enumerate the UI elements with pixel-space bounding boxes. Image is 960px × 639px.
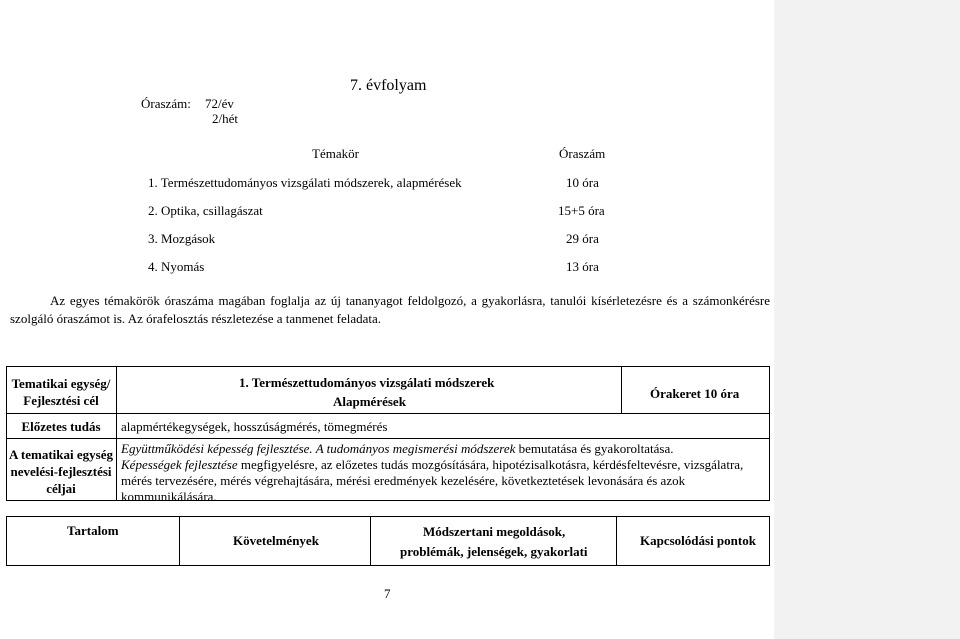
unit-hours: Órakeret 10 óra — [650, 386, 740, 401]
col-connections: Kapcsolódási pontok — [640, 533, 756, 548]
page-number: 7 — [384, 586, 391, 601]
hours-per-week: 2/hét — [212, 111, 238, 126]
col-content: Tartalom — [67, 523, 119, 538]
topics-header-hours: Óraszám — [559, 146, 606, 161]
topic-row-name: 4. Nyomás — [148, 259, 205, 274]
goals-text — [121, 441, 761, 505]
hours-label: Óraszám: — [141, 96, 191, 111]
topics-header-topic: Témakör — [312, 146, 359, 161]
page-margin-panel — [774, 0, 960, 639]
topic-row-name: 1. Természettudományos vizsgálati módszerek, alapmérések — [148, 175, 462, 190]
intro-paragraph: Az egyes témakörök óraszáma magában foglalja az új tananyagot feldolgozó, a gyakorlásra, tanulói kísérletezésre és a számonkérésre szolgáló óraszámot is. Az órafelosztás részletezése a tanmenet feladata. — [10, 293, 770, 326]
label-unit: Tematikai egység/ Fejlesztési cél — [11, 376, 111, 408]
goals-text-2: megfigyelésre, az előzetes tudás mozgósítására, hipotézisalkotásra, kérdésfeltevésre, vizsgálatra, mérés tervezésére, mérés végrehajtására, mérési eredmények kezelésére, következtetések levonására és azok kommunikálására. — [121, 457, 744, 504]
topic-row-hours: 29 óra — [566, 231, 599, 246]
hours-per-year: 72/év — [205, 96, 234, 111]
label-prior-knowledge: Előzetes tudás — [21, 419, 101, 434]
topic-row-hours: 10 óra — [566, 175, 599, 190]
col-methods-line2: problémák, jelenségek, gyakorlati — [400, 544, 588, 559]
col-requirements: Követelmények — [233, 533, 319, 548]
topic-row-hours: 15+5 óra — [558, 203, 605, 218]
goals-italic-1: Együttműködési képesség fejlesztése. A tudományos megismerési módszerek — [121, 441, 516, 456]
topic-row-hours: 13 óra — [566, 259, 599, 274]
topic-row-name: 3. Mozgások — [148, 231, 216, 246]
prior-knowledge: alapmértékegységek, hosszúságmérés, tömegmérés — [121, 419, 388, 434]
unit-title: 1. Természettudományos vizsgálati módszerek — [239, 375, 495, 390]
topic-row-name: 2. Optika, csillagászat — [148, 203, 263, 218]
goals-text-1: bemutatása és gyakoroltatása. — [515, 441, 674, 456]
label-goals: A tematikai egység nevelési-fejlesztési céljai — [9, 447, 113, 496]
col-methods: Módszertani megoldások, — [423, 524, 566, 539]
grade-title: 7. évfolyam — [350, 77, 427, 94]
unit-subtitle: Alapmérések — [333, 394, 406, 409]
goals-italic-2: Képességek fejlesztése — [121, 457, 238, 472]
